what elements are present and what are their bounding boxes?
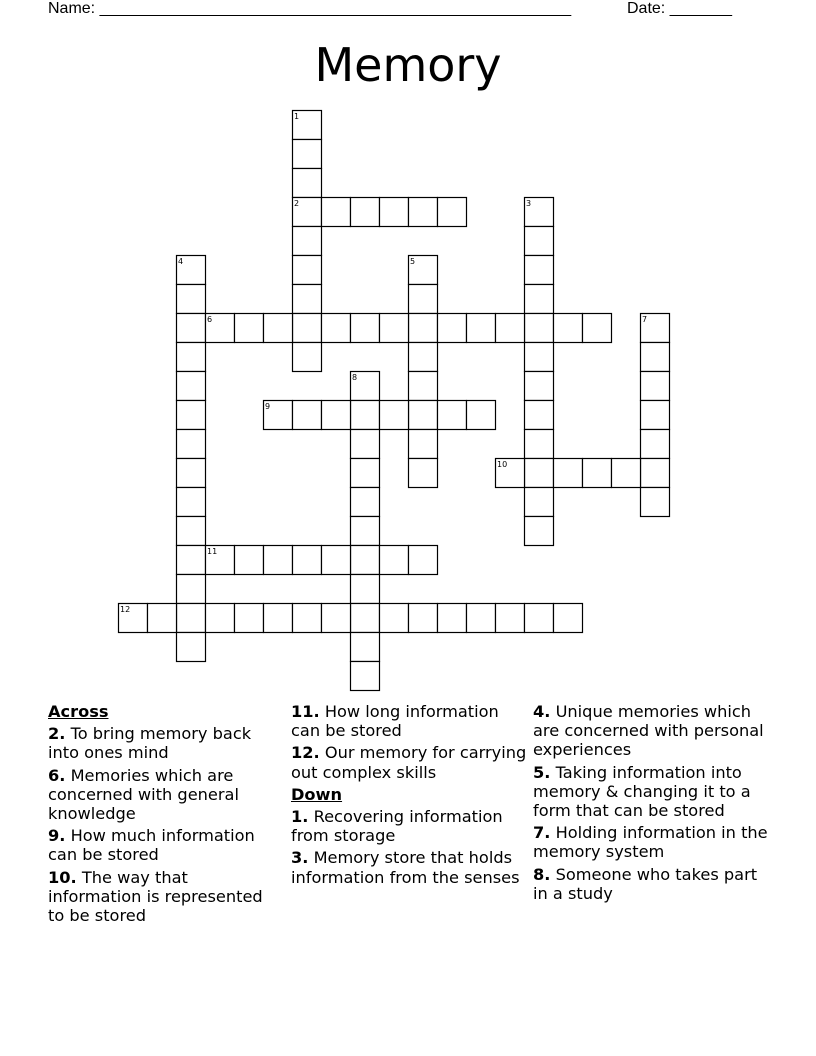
clue-number: 4 <box>178 257 184 266</box>
grid-cell[interactable] <box>177 459 206 488</box>
grid-cell[interactable] <box>351 517 380 546</box>
page-title: Memory <box>314 38 502 92</box>
grid-cell[interactable] <box>351 546 380 575</box>
grid-cell[interactable] <box>409 372 438 401</box>
clue-down-7: 7. Holding information in the memory system <box>533 823 768 862</box>
grid-cell[interactable] <box>264 604 293 633</box>
clue-across-9: 9. How much information can be stored <box>48 826 255 865</box>
grid-cell[interactable] <box>380 198 409 227</box>
clue-down-1: 1. Recovering information from storage <box>291 807 503 846</box>
clue-number: 10 <box>497 460 508 469</box>
grid-cell[interactable] <box>525 401 554 430</box>
grid-cell[interactable] <box>525 430 554 459</box>
grid-cell[interactable] <box>525 227 554 256</box>
clue-number: 1 <box>294 112 300 121</box>
grid-cell[interactable] <box>409 401 438 430</box>
grid-cell[interactable] <box>496 314 525 343</box>
grid-cell[interactable] <box>177 546 206 575</box>
clue-across-12: 12. Our memory for carrying out complex skills <box>291 743 527 782</box>
grid-cell[interactable] <box>583 314 612 343</box>
clue-number: 3 <box>526 199 532 208</box>
grid-cell[interactable] <box>293 285 322 314</box>
grid-cell[interactable] <box>293 140 322 169</box>
grid-cell[interactable] <box>438 604 467 633</box>
across-heading: Across <box>48 702 109 721</box>
grid-cell[interactable] <box>641 343 670 372</box>
date-field[interactable]: Date: _______ <box>627 0 732 17</box>
grid-cell[interactable] <box>235 604 264 633</box>
grid-cell[interactable] <box>235 314 264 343</box>
grid-cell[interactable] <box>177 372 206 401</box>
grid-cell[interactable] <box>177 343 206 372</box>
clue-number: 8 <box>352 373 358 382</box>
grid-cell[interactable] <box>293 256 322 285</box>
grid-cell[interactable] <box>351 662 380 691</box>
grid-cell[interactable] <box>525 459 554 488</box>
clue-number: 6 <box>207 315 213 324</box>
grid-cell[interactable] <box>293 314 322 343</box>
clue-across-10: 10. The way that information is represented to be stored <box>48 867 263 926</box>
grid-cell[interactable] <box>467 604 496 633</box>
grid-cell[interactable] <box>293 169 322 198</box>
grid-cell[interactable] <box>351 314 380 343</box>
grid-cell[interactable] <box>525 256 554 285</box>
grid-cell[interactable] <box>525 517 554 546</box>
grid-cell[interactable] <box>380 604 409 633</box>
clue-across-2: 2. To bring memory back into ones mind <box>48 724 252 763</box>
grid-cell[interactable] <box>177 633 206 662</box>
grid-cell[interactable] <box>293 604 322 633</box>
clue-number: 12 <box>120 605 131 614</box>
grid-cell[interactable] <box>322 198 351 227</box>
grid-cell[interactable] <box>148 604 177 633</box>
grid-cell[interactable] <box>641 401 670 430</box>
grid-cell[interactable] <box>351 430 380 459</box>
grid-cell[interactable] <box>409 343 438 372</box>
grid-cell[interactable] <box>409 459 438 488</box>
grid-cell[interactable] <box>409 314 438 343</box>
grid-cell[interactable] <box>351 401 380 430</box>
grid-cell[interactable] <box>438 401 467 430</box>
grid-cell[interactable] <box>177 517 206 546</box>
down-heading: Down <box>291 784 343 804</box>
grid-cell[interactable] <box>467 314 496 343</box>
grid-cell[interactable] <box>293 227 322 256</box>
grid-cell[interactable] <box>409 285 438 314</box>
grid-cell[interactable] <box>293 343 322 372</box>
grid-cell[interactable] <box>641 459 670 488</box>
grid-cell[interactable] <box>409 604 438 633</box>
grid-cell[interactable] <box>554 314 583 343</box>
grid-cell[interactable] <box>438 198 467 227</box>
clue-number: 7 <box>642 315 648 324</box>
grid-cell[interactable] <box>409 546 438 575</box>
grid-cell[interactable] <box>380 314 409 343</box>
name-field[interactable]: Name: _____________________________________________________ <box>48 0 572 17</box>
clue-down-4: 4. Unique memories which are concerned with personal experiences <box>533 702 764 760</box>
grid-cell[interactable] <box>554 604 583 633</box>
grid-cell[interactable] <box>525 343 554 372</box>
grid-cell[interactable] <box>496 604 525 633</box>
grid-cell[interactable] <box>525 604 554 633</box>
grid-cell[interactable] <box>177 430 206 459</box>
grid-cell[interactable] <box>322 546 351 575</box>
grid-cell[interactable] <box>351 633 380 662</box>
grid-cell[interactable] <box>322 604 351 633</box>
clue-number: 5 <box>410 257 416 266</box>
grid-cell[interactable] <box>351 198 380 227</box>
grid-cell[interactable] <box>641 488 670 517</box>
clue-down-5: 5. Taking information into memory & changing it to a form that can be stored <box>533 762 751 821</box>
grid-cell[interactable] <box>612 459 641 488</box>
grid-cell[interactable] <box>525 285 554 314</box>
grid-cell[interactable] <box>583 459 612 488</box>
grid-cell[interactable] <box>322 401 351 430</box>
grid-cell[interactable] <box>467 401 496 430</box>
clue-down-8: 8. Someone who takes part in a study <box>533 864 758 903</box>
clue-across-11: 11. How long information can be stored <box>291 702 499 741</box>
clue-across-6: 6. Memories which are concerned with general knowledge <box>48 765 239 824</box>
grid-cell[interactable] <box>525 488 554 517</box>
grid-cell[interactable] <box>380 546 409 575</box>
clue-number: 2 <box>294 199 300 208</box>
clue-down-3: 3. Memory store that holds information from the senses <box>291 848 520 887</box>
grid-cell[interactable] <box>351 488 380 517</box>
clue-number: 9 <box>265 402 271 411</box>
grid-cell[interactable] <box>554 459 583 488</box>
grid-cell[interactable] <box>293 546 322 575</box>
grid-cell[interactable] <box>641 372 670 401</box>
grid-cell[interactable] <box>351 604 380 633</box>
grid-cell[interactable] <box>438 314 467 343</box>
grid-cell[interactable] <box>351 459 380 488</box>
clue-number: 11 <box>207 547 218 556</box>
clues-column-1 <box>48 702 284 928</box>
clues-column-2 <box>291 702 527 890</box>
grid-cell[interactable] <box>264 314 293 343</box>
grid-cell[interactable] <box>525 314 554 343</box>
grid-cell[interactable] <box>177 401 206 430</box>
grid-cell[interactable] <box>351 575 380 604</box>
grid-cell[interactable] <box>293 401 322 430</box>
grid-cell[interactable] <box>206 604 235 633</box>
grid-cell[interactable] <box>177 285 206 314</box>
grid-cell[interactable] <box>322 314 351 343</box>
grid-cell[interactable] <box>409 430 438 459</box>
grid-cell[interactable] <box>264 546 293 575</box>
grid-cell[interactable] <box>177 488 206 517</box>
grid-cell[interactable] <box>177 314 206 343</box>
grid-cell[interactable] <box>380 401 409 430</box>
clues-column-3 <box>533 702 769 906</box>
grid-cell[interactable] <box>177 604 206 633</box>
grid-cell[interactable] <box>235 546 264 575</box>
grid-cell[interactable] <box>525 372 554 401</box>
grid-cell[interactable] <box>177 575 206 604</box>
grid-cell[interactable] <box>409 198 438 227</box>
grid-cell[interactable] <box>641 430 670 459</box>
